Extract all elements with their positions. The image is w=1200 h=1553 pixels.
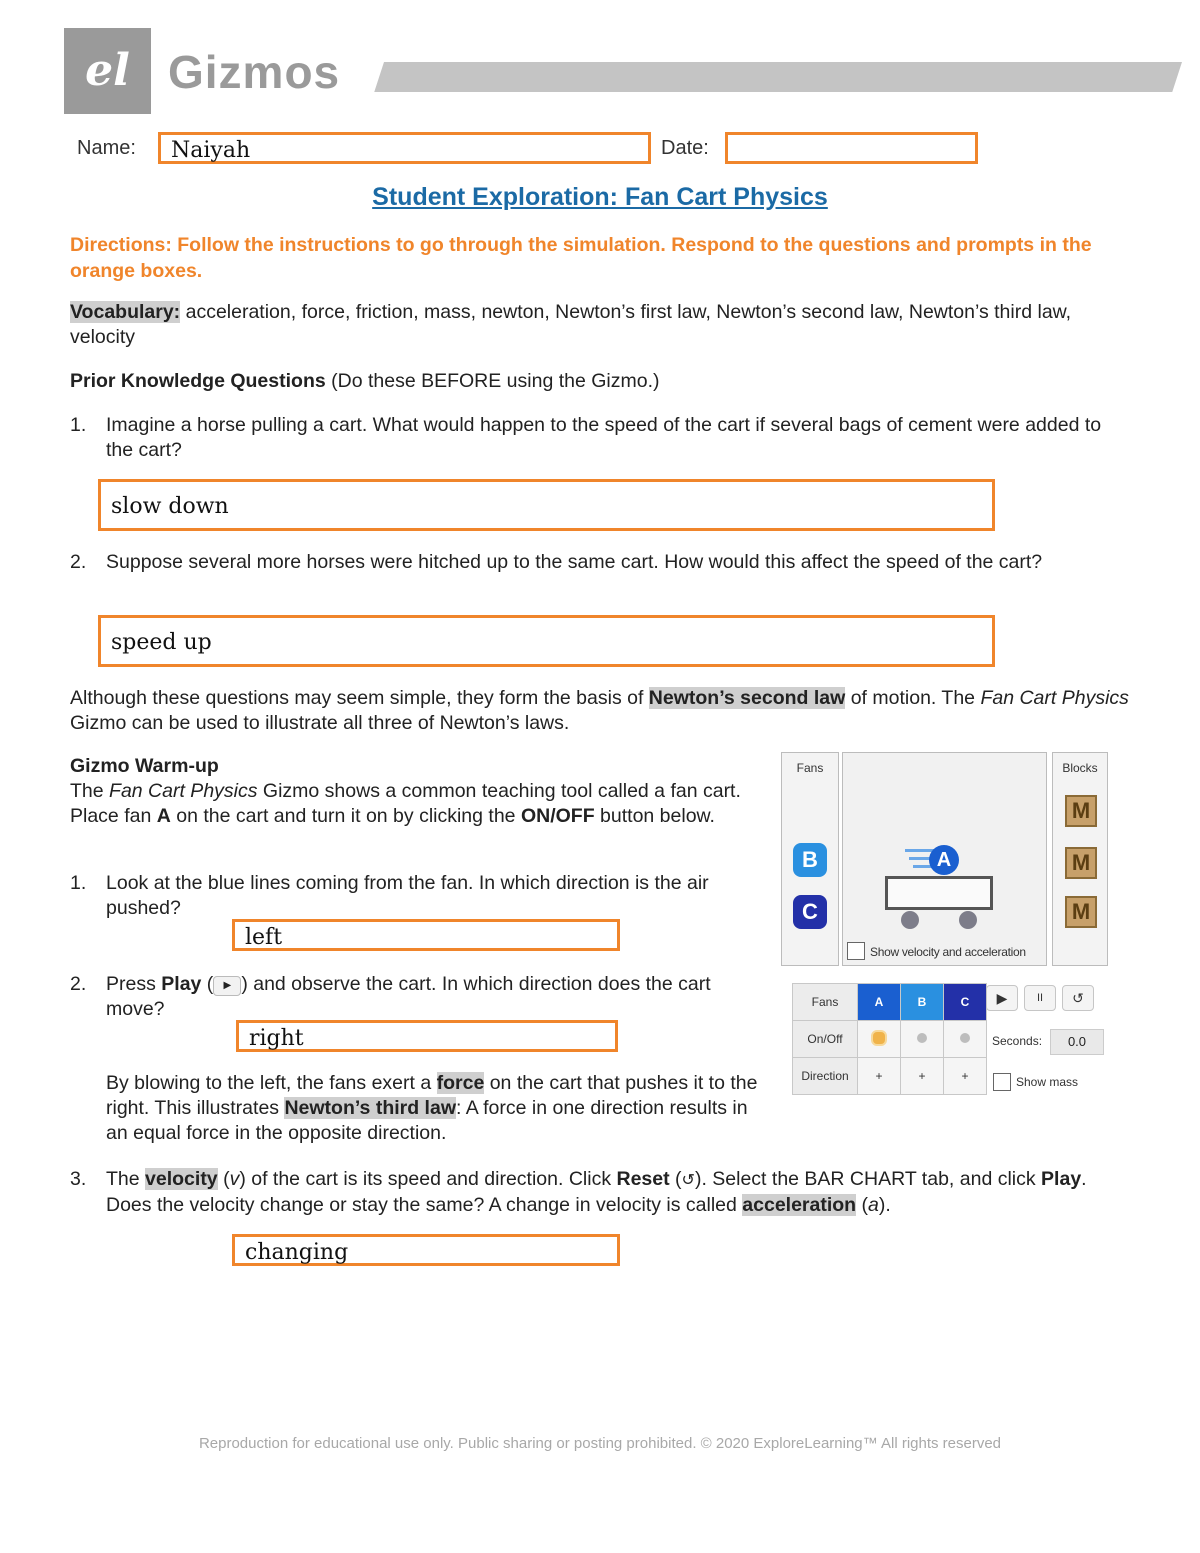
prior-heading: [70, 369, 1130, 394]
basis-italic: Fan Cart Physics: [980, 687, 1129, 709]
vocabulary-label: Vocabulary:: [70, 301, 181, 323]
q3-f: . Does the velocity change or stay the same? A change in velocity is called: [106, 1168, 1087, 1216]
prior-q2-text: Suppose several more horses were hitched up to the same cart. How would this affect the speed of the cart?: [106, 551, 1043, 573]
q3-e: ). Select the BAR CHART tab, and click: [694, 1168, 1042, 1190]
q3-a-var: a: [868, 1194, 879, 1216]
col-c-header: C: [944, 984, 987, 1021]
fan-a-icon[interactable]: A: [929, 845, 959, 875]
warmup-p2: Gizmo shows a common teaching tool called a fan cart. Place fan: [70, 780, 741, 827]
basis-t1: Although these questions may seem simple, they form the basis of: [70, 687, 649, 709]
gizmo-sim-view: [781, 752, 1108, 968]
warmup-q3-text: [106, 1167, 1126, 1218]
footer-copyright: Reproduction for educational use only. Public sharing or posting prohibited. © 2020 ExploreLearning™ All rights reserved: [198, 1435, 1002, 1452]
q2-play: Play: [161, 973, 202, 995]
warmup-fan-a: A: [156, 805, 171, 827]
fans-panel: [781, 752, 839, 966]
date-label: Date:: [661, 137, 709, 159]
warmup-answer-1[interactable]: left: [232, 919, 620, 951]
q2-c: ) and observe the cart. In which direction does the cart move?: [106, 973, 711, 1020]
basis-highlight: Newton’s second law: [648, 687, 846, 709]
fan-b-icon[interactable]: B: [793, 843, 827, 877]
q3-d: (: [669, 1168, 682, 1190]
seconds-label: Seconds:: [992, 1034, 1043, 1048]
prior-q1-text: Imagine a horse pulling a cart. What would happen to the speed of the cart if several bags of cement were added to the cart?: [106, 414, 1102, 461]
seconds-readout: 0.0: [1050, 1029, 1104, 1055]
q3-play: Play: [1041, 1168, 1082, 1190]
warmup-q2-number: 2.: [70, 973, 87, 995]
show-mass-label: Show mass: [1016, 1075, 1079, 1089]
basis-t3: Gizmo can be used to illustrate all three of Newton’s laws.: [70, 712, 570, 734]
date-field[interactable]: [725, 132, 978, 164]
track-area: [842, 752, 1047, 966]
mass-block-icon[interactable]: M: [1065, 847, 1097, 879]
e3: : A force in one direction results in an equal force in the opposite direction.: [106, 1097, 748, 1144]
q3-reset: Reset: [616, 1168, 670, 1190]
q2-a: Press: [106, 973, 162, 995]
q3-v: v: [229, 1168, 240, 1190]
warmup-q3-number: 3.: [70, 1168, 87, 1190]
blocks-panel-label: Blocks: [1062, 761, 1098, 775]
cart-wheel-icon: [959, 911, 977, 929]
third-law-explanation: [106, 1071, 761, 1146]
e1: By blowing to the left, the fans exert a: [106, 1072, 437, 1094]
warmup-answer-3[interactable]: changing: [232, 1234, 620, 1266]
warmup-heading: Gizmo Warm-up: [70, 755, 219, 777]
e2: on the cart that pushes it to the right. This illustrates: [106, 1072, 758, 1119]
mass-block-icon[interactable]: M: [1065, 896, 1097, 928]
show-velocity-label: Show velocity and acceleration: [870, 945, 1026, 959]
show-velocity-checkbox[interactable]: [847, 942, 865, 960]
gizmos-logo-mark: [64, 28, 151, 114]
q3-g: (: [856, 1194, 869, 1216]
warmup-intro: [70, 779, 745, 829]
warmup-p3: on the cart and turn it on by clicking the: [170, 805, 521, 827]
e-law: Newton’s third law: [284, 1097, 456, 1119]
brand-name: Gizmos: [168, 46, 341, 98]
q3-c: ) of the cart is its speed and direction. Click: [239, 1168, 617, 1190]
q3-b: (: [217, 1168, 230, 1190]
warmup-onoff: ON/OFF: [520, 805, 595, 827]
reset-button[interactable]: ↺: [1062, 985, 1094, 1011]
logo-glyph: el: [85, 45, 130, 96]
basis-t2: of motion. The: [845, 687, 981, 709]
col-a-header: A: [858, 984, 901, 1021]
fan-a-onoff-toggle[interactable]: [858, 1021, 901, 1058]
cart-wheel-icon: [901, 911, 919, 929]
prior-q2-number: 2.: [70, 551, 87, 573]
prior-heading-text: Prior Knowledge Questions: [70, 370, 326, 392]
q3-velocity: velocity: [145, 1168, 218, 1190]
page-title: Student Exploration: Fan Cart Physics: [372, 183, 828, 211]
prior-note: (Do these BEFORE using the Gizmo.): [325, 370, 660, 392]
pause-button[interactable]: II: [1024, 985, 1056, 1011]
prior-answer-1[interactable]: slow down: [98, 479, 995, 531]
prior-answer-2[interactable]: speed up: [98, 615, 995, 667]
play-button[interactable]: ▶: [986, 985, 1018, 1011]
directions: Directions: Follow the instructions to go through the simulation. Respond to the questions and prompts in the orange boxes.: [70, 234, 1092, 282]
fan-a-direction-button[interactable]: +: [858, 1058, 901, 1095]
warmup-italic: Fan Cart Physics: [109, 780, 258, 802]
prior-q1-number: 1.: [70, 414, 87, 436]
e-force: force: [436, 1072, 485, 1094]
vocabulary: [70, 300, 1130, 350]
fan-c-onoff-toggle[interactable]: [944, 1021, 987, 1058]
warmup-q1-number: 1.: [70, 872, 87, 894]
warmup-q2-text: [106, 972, 756, 1022]
fan-control-table: [792, 983, 987, 1095]
fan-c-direction-button[interactable]: +: [944, 1058, 987, 1095]
q3-acceleration: acceleration: [742, 1194, 857, 1216]
reset-icon: ↺: [681, 1172, 695, 1189]
newton-basis-paragraph: [70, 686, 1130, 736]
fans-panel-label: Fans: [796, 761, 824, 775]
header-bar: [374, 62, 1182, 92]
warmup-p4: button below.: [594, 805, 715, 827]
ctrl-onoff-header: On/Off: [793, 1021, 858, 1058]
q3-h: ).: [878, 1194, 891, 1216]
ctrl-fans-header: Fans: [793, 984, 858, 1021]
ctrl-direction-header: Direction: [793, 1058, 858, 1095]
warmup-answer-2[interactable]: right: [236, 1020, 618, 1052]
blocks-panel: [1052, 752, 1108, 966]
fan-b-direction-button[interactable]: +: [901, 1058, 944, 1095]
col-b-header: B: [901, 984, 944, 1021]
fan-b-onoff-toggle[interactable]: [901, 1021, 944, 1058]
play-icon: ▶: [213, 976, 241, 996]
warmup-q1-text: Look at the blue lines coming from the fan. In which direction is the air pushed?: [106, 872, 709, 919]
cart: [885, 876, 993, 910]
fan-c-icon[interactable]: C: [793, 895, 827, 929]
q3-a: The: [106, 1168, 146, 1190]
name-field[interactable]: Naiyah: [158, 132, 651, 164]
name-label: Name:: [77, 137, 136, 159]
show-mass-checkbox[interactable]: [993, 1073, 1011, 1091]
vocabulary-text: acceleration, force, friction, mass, newton, Newton’s first law, Newton’s second law, Newton’s third law, velocity: [70, 301, 1072, 348]
q2-b: (: [201, 973, 214, 995]
warmup-p1: The: [70, 780, 110, 802]
mass-block-icon[interactable]: M: [1065, 795, 1097, 827]
